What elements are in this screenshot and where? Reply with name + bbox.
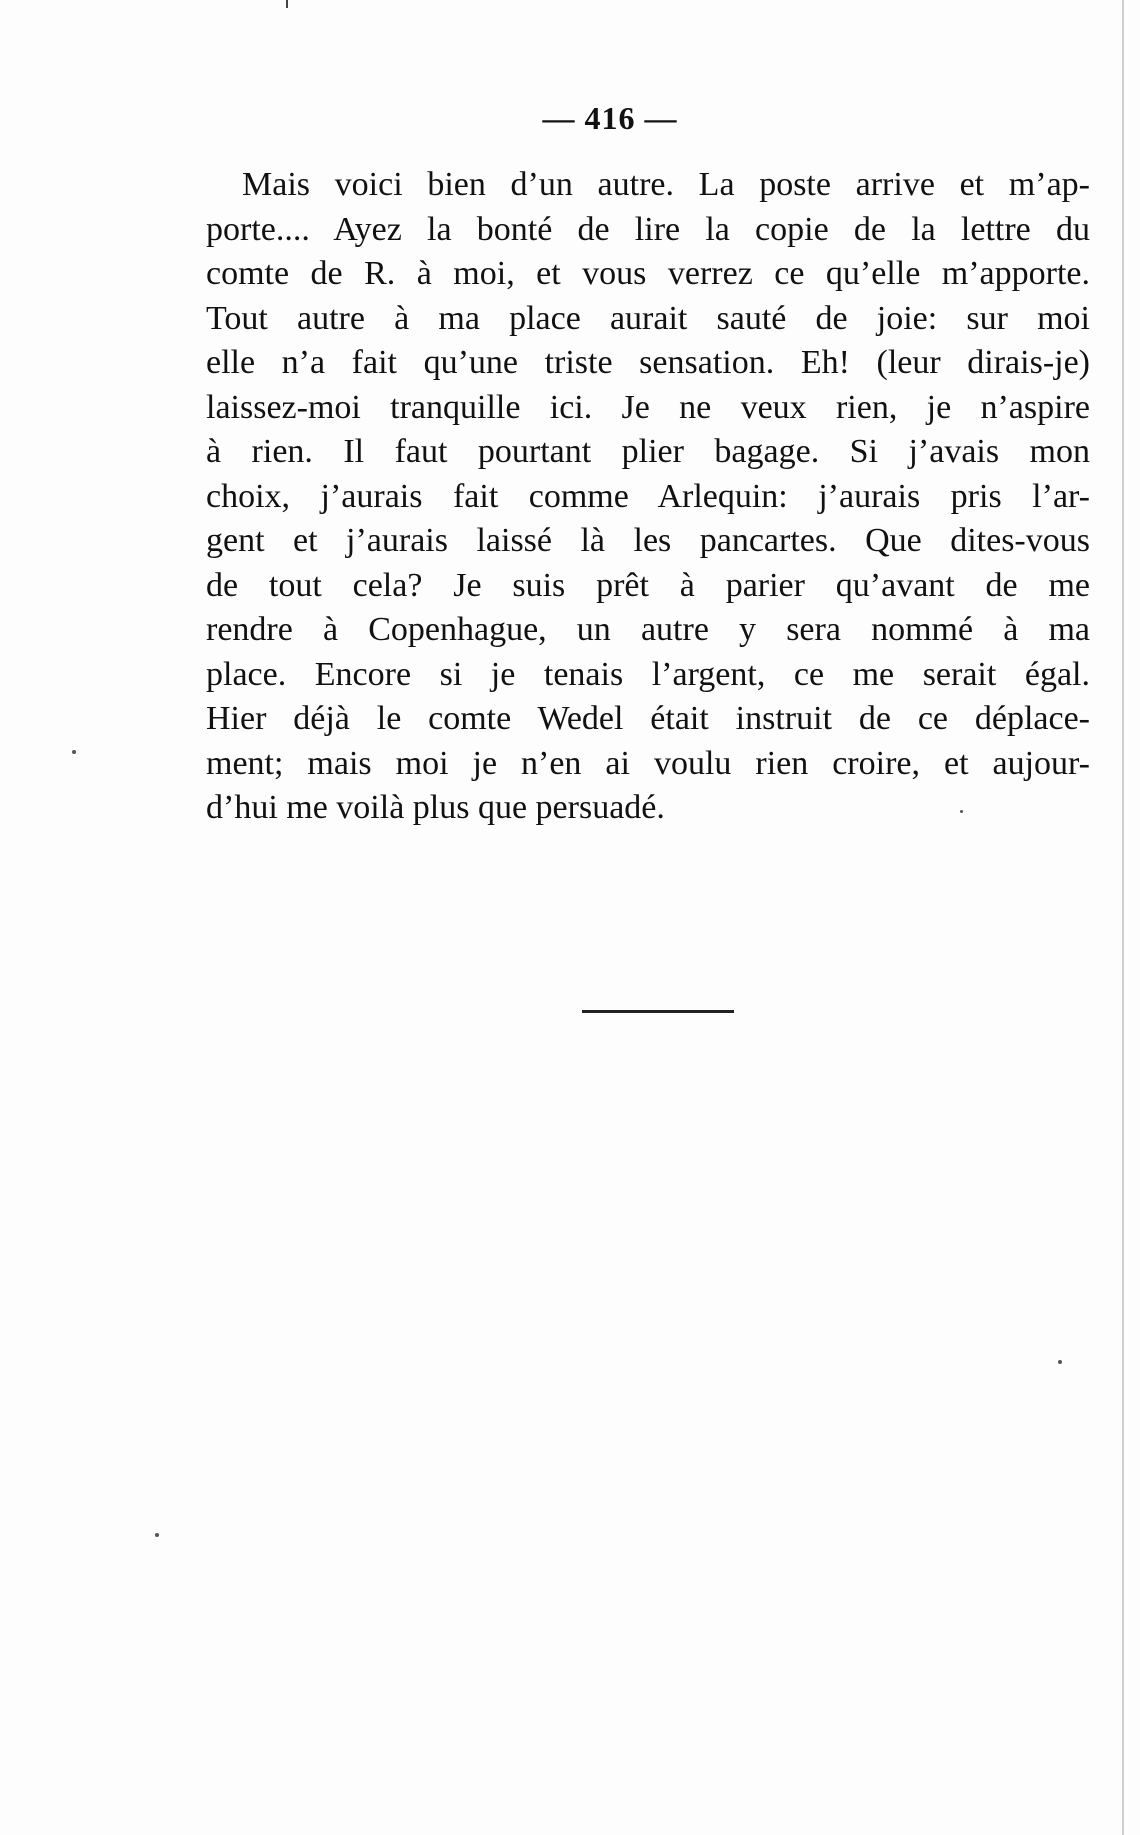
- text-line: à rien. Il faut pourtant plier bagage. Si j’avais mon: [206, 433, 1090, 470]
- page-edge: [1122, 0, 1124, 1835]
- text-line: rendre à Copenhague, un autre y sera nommé à ma: [206, 611, 1090, 648]
- scan-speck: [1058, 1360, 1062, 1364]
- text-line: Mais voici bien d’un autre. La poste arrive et m’ap-: [242, 166, 1090, 203]
- text-line: gent et j’aurais laissé là les pancartes. Que dites-vous: [206, 522, 1090, 559]
- text-line: choix, j’aurais fait comme Arlequin: j’aurais pris l’ar-: [206, 477, 1090, 515]
- text-line: d’hui me voilà plus que persuadé.: [206, 789, 665, 826]
- text-line: Tout autre à ma place aurait sauté de joie: sur moi: [206, 299, 1090, 337]
- text-line: laissez-moi tranquille ici. Je ne veux rien, je n’aspire: [206, 388, 1090, 426]
- text-line: comte de R. à moi, et vous verrez ce qu’elle m’apporte.: [206, 255, 1090, 292]
- scan-speck: [155, 1533, 159, 1537]
- text-line: place. Encore si je tenais l’argent, ce me serait égal.: [206, 655, 1090, 693]
- page-number: — 416 —: [542, 100, 678, 136]
- scan-mark: [286, 0, 288, 8]
- text-line: elle n’a fait qu’une triste sensation. Eh! (leur dirais-je): [206, 344, 1090, 381]
- text-line: Hier déjà le comte Wedel était instruit de ce déplace-: [206, 700, 1090, 737]
- scan-speck: [960, 810, 963, 813]
- body-paragraph: [206, 163, 1090, 831]
- text-line: ment; mais moi je n’en ai voulu rien croire, et aujour-: [206, 744, 1090, 782]
- end-rule: [582, 1010, 734, 1013]
- scan-speck: [72, 750, 76, 754]
- text-line: porte.... Ayez la bonté de lire la copie de la lettre du: [206, 210, 1090, 248]
- text-line: de tout cela? Je suis prêt à parier qu’avant de me: [206, 566, 1090, 604]
